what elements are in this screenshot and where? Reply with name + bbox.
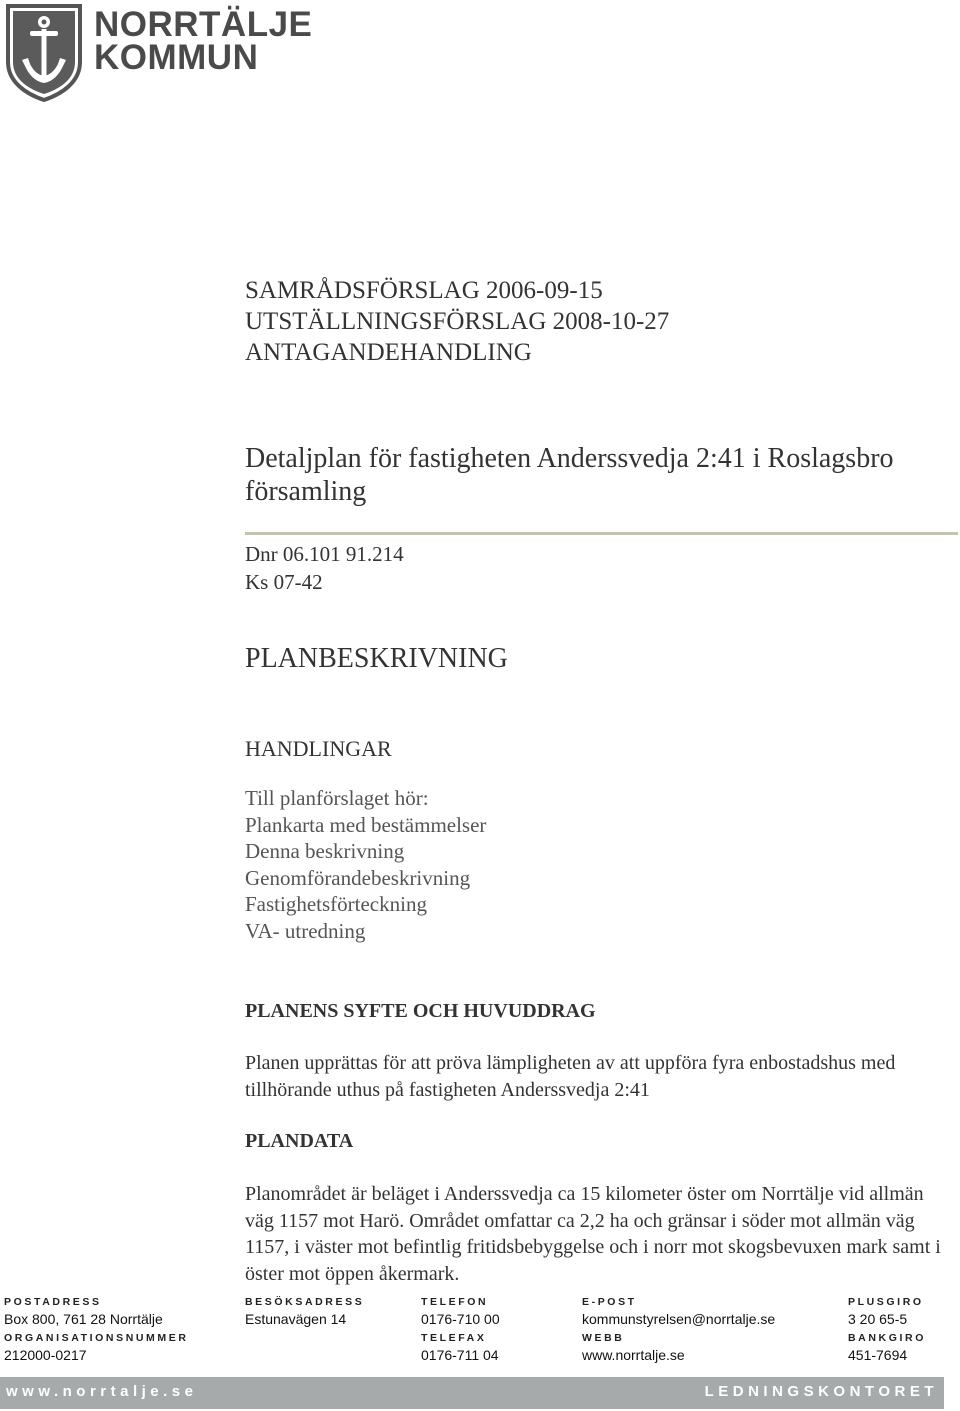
status-line-utstallning: UTSTÄLLNINGSFÖRSLAG 2008-10-27 [245,308,670,335]
footer-col-besoksadress [245,1295,364,1329]
document-type: PLANBESKRIVNING [245,643,508,674]
divider [245,532,958,535]
status-list [245,275,945,368]
besoksadress-label: BESÖKSADRESS [245,1296,365,1308]
department-text: LEDNINGSKONTORET [704,1383,938,1400]
org-name-line2: KOMMUN [94,38,259,77]
anchor-shield-icon [4,2,84,102]
list-item: Till planförslaget hör: [245,786,429,810]
ks-number: Ks 07-42 [245,570,323,594]
plusgiro-value: 3 20 65-5 [848,1311,908,1327]
list-item: Plankarta med bestämmelser [245,812,487,837]
handlingar-list [245,785,945,944]
bottom-bar [0,1377,944,1409]
list-item: Denna beskrivning [245,839,405,863]
org-name-line1: NORRTÄLJE [94,5,313,44]
handlingar-heading: HANDLINGAR [245,736,392,761]
plandata-paragraph: Planområdet är beläget i Anderssvedja ca 15 kilometer öster om Norrtälje vid allmän väg 1157 mot Harö. Området omfattar ca 2,2 ha och gränsar i söder mot allmän väg 1157, i väster mot befintlig fritidsbebyggelse och i norr mot skogsbevuxen mark samt i öster mot öppen åkermark. [245,1183,941,1285]
syfte-heading: PLANENS SYFTE OCH HUVUDDRAG [245,1000,596,1022]
orgnr-label: ORGANISATIONSNUMMER [4,1332,189,1344]
telefon-value: 0176-710 00 [421,1311,500,1327]
footer-col-postadress [4,1295,189,1365]
bankgiro-value: 451-7694 [848,1347,908,1363]
besoksadress-value: Estunavägen 14 [245,1311,347,1327]
postadress-value: Box 800, 761 28 Norrtälje [4,1311,163,1327]
status-line-antagande: ANTAGANDEHANDLING [245,339,532,366]
footer-col-telefon [421,1295,500,1365]
plandata-heading: PLANDATA [245,1130,354,1152]
document-title: Detaljplan för fastigheten Anderssvedja 2:41 i Roslagsbro församling [245,443,894,507]
postadress-label: POSTADRESS [4,1296,102,1308]
dnr-number: Dnr 06.101 91.214 [245,542,404,566]
syfte-paragraph: Planen upprättas för att pröva lämpligheten av att uppföra fyra enbostadshus med tillhörande uthus på fastigheten Anderssvedja 2:41 [245,1052,896,1101]
list-item: Genomförandebeskrivning [245,865,471,890]
telefon-label: TELEFON [421,1296,489,1308]
webb-value: www.norrtalje.se [582,1347,685,1363]
webb-label: WEBB [582,1332,625,1344]
status-line-samrad: SAMRÅDSFÖRSLAG 2006-09-15 [245,277,603,304]
epost-value: kommunstyrelsen@norrtalje.se [582,1311,776,1327]
telefax-value: 0176-711 04 [421,1347,499,1363]
footer-col-giro [848,1295,926,1365]
bankgiro-label: BANKGIRO [848,1332,926,1344]
plusgiro-label: PLUSGIRO [848,1296,924,1308]
reference-numbers [245,540,945,596]
footer-col-epost [582,1295,775,1365]
list-item: VA- utredning [245,918,366,943]
telefax-label: TELEFAX [421,1332,487,1344]
epost-label: E-POST [582,1296,637,1308]
logo [0,0,313,110]
list-item: Fastighetsförteckning [245,892,427,916]
website-text: www.norrtalje.se [6,1383,198,1400]
orgnr-value: 212000-0217 [4,1347,87,1363]
